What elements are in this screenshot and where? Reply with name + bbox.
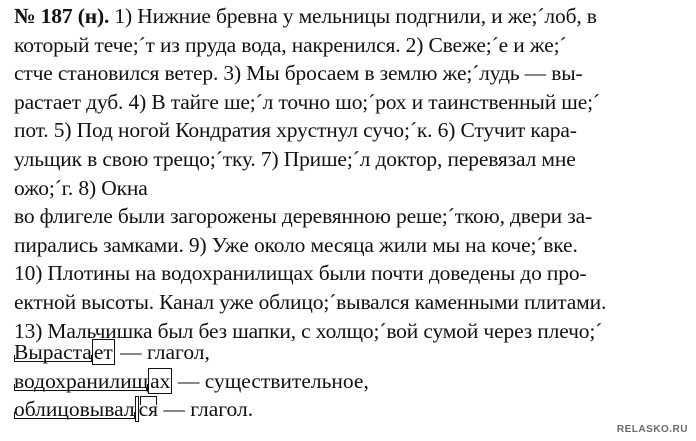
analysis-line bbox=[14, 338, 369, 367]
text-line: ектной высоты. Канал уже облицо;´вывался каменными плитами. bbox=[14, 289, 607, 314]
part-of-speech: — существительное, bbox=[172, 368, 369, 393]
word-stem: облицовывал bbox=[14, 397, 135, 422]
word-stem: водохранилищ bbox=[14, 368, 149, 393]
site-watermark: RELASKO.RU bbox=[616, 424, 688, 435]
word-postfix: ся bbox=[138, 397, 159, 422]
exercise-number: № 187 (н). bbox=[14, 4, 110, 28]
text-line: пирались замками. 9) Уже около месяца жили мы на коче;´вке. bbox=[14, 232, 578, 257]
analysis-line bbox=[14, 395, 369, 424]
text-line: пот. 5) Под ногой Кондратия хрустнул сучо;´к. 6) Стучит кара- bbox=[14, 118, 577, 143]
word-ending: ет bbox=[93, 340, 113, 364]
text-line: стче становился ветер. 3) Мы бросаем в землю же;´лудь — вы- bbox=[14, 61, 583, 86]
text-line: 13) Мальчишка был без шапки, с холщо;´вой сумой через плечо;´ bbox=[14, 318, 603, 343]
text-line bbox=[14, 2, 684, 31]
text-line: ожо;´г. 8) Окна bbox=[14, 175, 148, 200]
part-of-speech: — глагол. bbox=[158, 397, 254, 422]
exercise-text bbox=[14, 2, 684, 345]
analysis-line bbox=[14, 367, 369, 396]
part-of-speech: — глагол, bbox=[114, 340, 210, 364]
word-ending bbox=[135, 396, 139, 422]
text-line: ульщик в свою трещо;´тку. 7) Прише;´л доктор, перевязал мне bbox=[14, 146, 576, 171]
word-stem: Выраста bbox=[14, 340, 92, 364]
text-line: во флигеле были загорожены деревянною реше;´ткою, двери за- bbox=[14, 204, 593, 229]
text-line: который тече;´т из пруда вода, накренился. 2) Свеже;´е и же;´ bbox=[14, 32, 567, 57]
morphological-analysis bbox=[14, 338, 369, 424]
word-ending: ах bbox=[150, 368, 171, 393]
text-line: растает дуб. 4) В тайге ше;´л точно шо;´рох и таинственный ше;´ bbox=[14, 89, 600, 114]
text-line: 10) Плотины на водохранилищах были почти доведены до про- bbox=[14, 261, 587, 286]
text-line-content: 1) Нижние бревна у мельницы подгнили, и же;´лоб, в bbox=[109, 4, 597, 28]
